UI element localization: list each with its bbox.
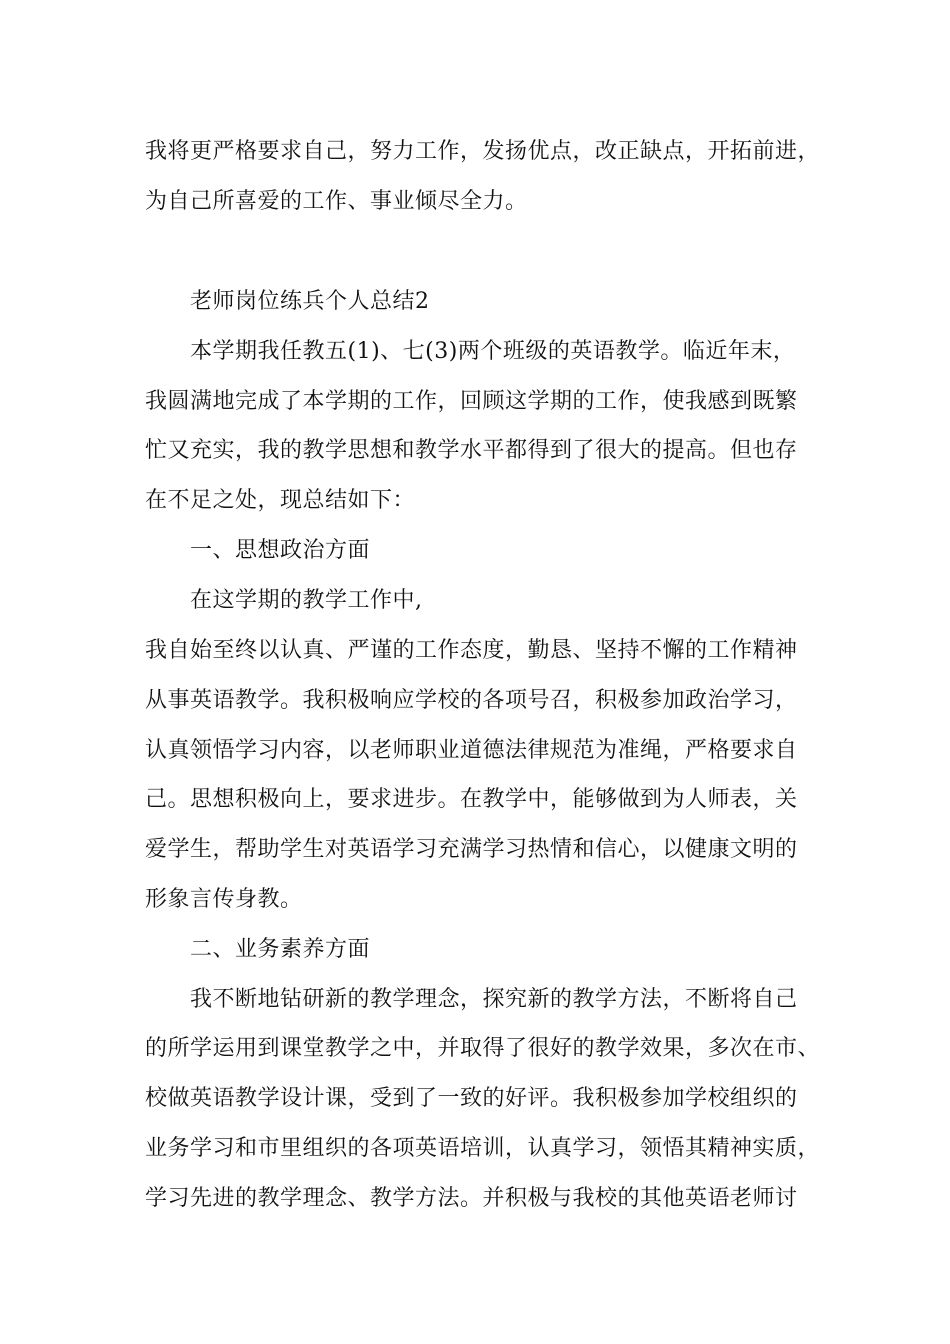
body-text-line: 的所学运用到课堂教学之中，并取得了很好的教学效果，多次在市、	[145, 1036, 821, 1061]
section-title: 老师岗位练兵个人总结2	[190, 289, 430, 314]
body-text-line: 本学期我任教五(1)、七(3)两个班级的英语教学。临近年末，	[190, 339, 796, 364]
body-text-line: 从事英语教学。我积极响应学校的各项号召，积极参加政治学习，	[145, 688, 798, 713]
body-text-line: 爱学生，帮助学生对英语学习充满学习热情和信心，以健康文明的	[145, 837, 798, 862]
body-text-line: 为自己所喜爱的工作、事业倾尽全力。	[145, 189, 528, 214]
body-text-line: 忙又充实，我的教学思想和教学水平都得到了很大的提高。但也存	[145, 438, 798, 463]
body-text-line: 在不足之处，现总结如下：	[145, 488, 416, 513]
body-text-line: 我自始至终以认真、严谨的工作态度，勤恳、坚持不懈的工作精神	[145, 638, 798, 663]
body-text-line: 我圆满地完成了本学期的工作，回顾这学期的工作，使我感到既繁	[145, 389, 798, 414]
body-text-line: 业务学习和市里组织的各项英语培训，认真学习，领悟其精神实质，	[145, 1136, 821, 1161]
body-text-line: 学习先进的教学理念、教学方法。并积极与我校的其他英语老师讨	[145, 1186, 798, 1211]
subsection-heading: 二、业务素养方面	[190, 937, 371, 962]
body-text-line: 认真领悟学习内容，以老师职业道德法律规范为准绳，严格要求自	[145, 738, 798, 763]
body-text-line: 在这学期的教学工作中,	[190, 588, 423, 613]
body-text-line: 校做英语教学设计课，受到了一致的好评。我积极参加学校组织的	[145, 1086, 798, 1111]
body-text-line: 己。思想积极向上，要求进步。在教学中，能够做到为人师表，关	[145, 787, 798, 812]
subsection-heading: 一、思想政治方面	[190, 538, 371, 563]
body-text-line: 我不断地钻研新的教学理念，探究新的教学方法，不断将自己	[190, 987, 798, 1012]
body-text-line: 我将更严格要求自己，努力工作，发扬优点，改正缺点，开拓前进，	[145, 139, 821, 164]
body-text-line: 形象言传身教。	[145, 887, 303, 912]
